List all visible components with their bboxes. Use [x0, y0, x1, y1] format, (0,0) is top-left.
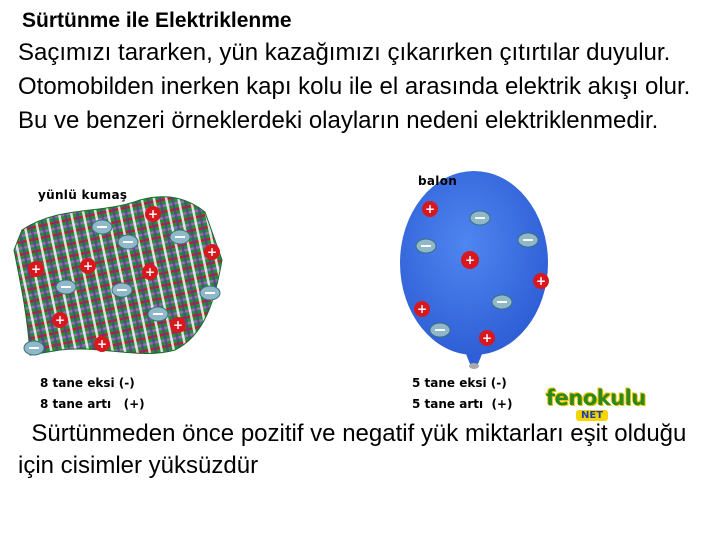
balloon-negative-charge	[416, 239, 436, 253]
fabric-negative-charge	[200, 286, 220, 300]
fabric-positive-charge	[52, 312, 68, 328]
svg-text:+: +	[82, 259, 94, 273]
fabric-negative-charge	[148, 307, 168, 321]
fabric-negative-charge	[112, 283, 132, 297]
balloon-negative-charge	[470, 211, 490, 225]
balloon-negative-charge	[492, 295, 512, 309]
balloon-negative-charge	[430, 323, 450, 337]
fabric-negative-charge	[118, 235, 138, 249]
svg-text:+: +	[144, 265, 156, 279]
fabric-negative-charge	[170, 230, 190, 244]
fabric-negative-charge	[24, 341, 44, 355]
balloon	[400, 171, 548, 369]
balloon-negative-count: 5 tane eksi (-)	[412, 376, 507, 390]
balloon-knot	[466, 354, 482, 364]
svg-text:+: +	[535, 274, 547, 288]
fabric-positive-charge	[80, 258, 96, 274]
svg-text:+: +	[206, 245, 218, 259]
balloon-label: balon	[418, 174, 458, 188]
balloon-negative-charge	[518, 233, 538, 247]
fabric-positive-charge	[94, 336, 110, 352]
logo-name: fenokulu	[546, 386, 646, 410]
balloon-positive-charge	[461, 251, 479, 269]
balloon-positive-charge	[414, 301, 430, 317]
svg-text:+: +	[147, 207, 159, 221]
svg-text:+: +	[172, 318, 184, 332]
fabric-positive-charge	[170, 317, 186, 333]
svg-text:+: +	[464, 253, 476, 267]
fabric-negative-charge	[92, 220, 112, 234]
fabric-positive-charge	[204, 244, 220, 260]
fabric-positive-count: 8 tane artı (+)	[40, 397, 145, 411]
balloon-positive-count: 5 tane artı (+)	[412, 397, 513, 411]
intro-paragraph: Saçımızı tararken, yün kazağımızı çıkarırken çıtırtılar duyulur. Otomobilden inerken kapı kolu ile el arasında elektrik akışı olur. Bu ve benzeri örneklerdeki olayların nedeni elektriklenmedir.	[18, 39, 691, 134]
page-title: Sürtünme ile Elektriklenme	[22, 9, 292, 32]
svg-text:+: +	[96, 337, 108, 351]
svg-text:+: +	[416, 302, 428, 316]
fabric-label: yünlü kumaş	[38, 188, 128, 202]
fabric-positive-charge	[145, 206, 161, 222]
svg-text:+: +	[30, 262, 42, 276]
fabric-cloth	[14, 197, 222, 355]
fabric-positive-charge	[28, 261, 44, 277]
footer-paragraph: Sürtünmeden önce pozitif ve negatif yük miktarları eşit olduğu için cisimler yüksüzdür	[18, 420, 694, 479]
svg-text:+: +	[424, 202, 436, 216]
logo-suffix: NET	[576, 410, 608, 421]
balloon-positive-charge	[422, 201, 438, 217]
svg-text:+: +	[54, 313, 66, 327]
fabric-negative-charge	[56, 280, 76, 294]
balloon-positive-charge	[479, 330, 495, 346]
fabric-positive-charge	[142, 264, 158, 280]
illustration	[0, 170, 720, 390]
svg-text:+: +	[481, 331, 493, 345]
fabric-negative-count: 8 tane eksi (-)	[40, 376, 135, 390]
balloon-positive-charge	[533, 273, 549, 289]
